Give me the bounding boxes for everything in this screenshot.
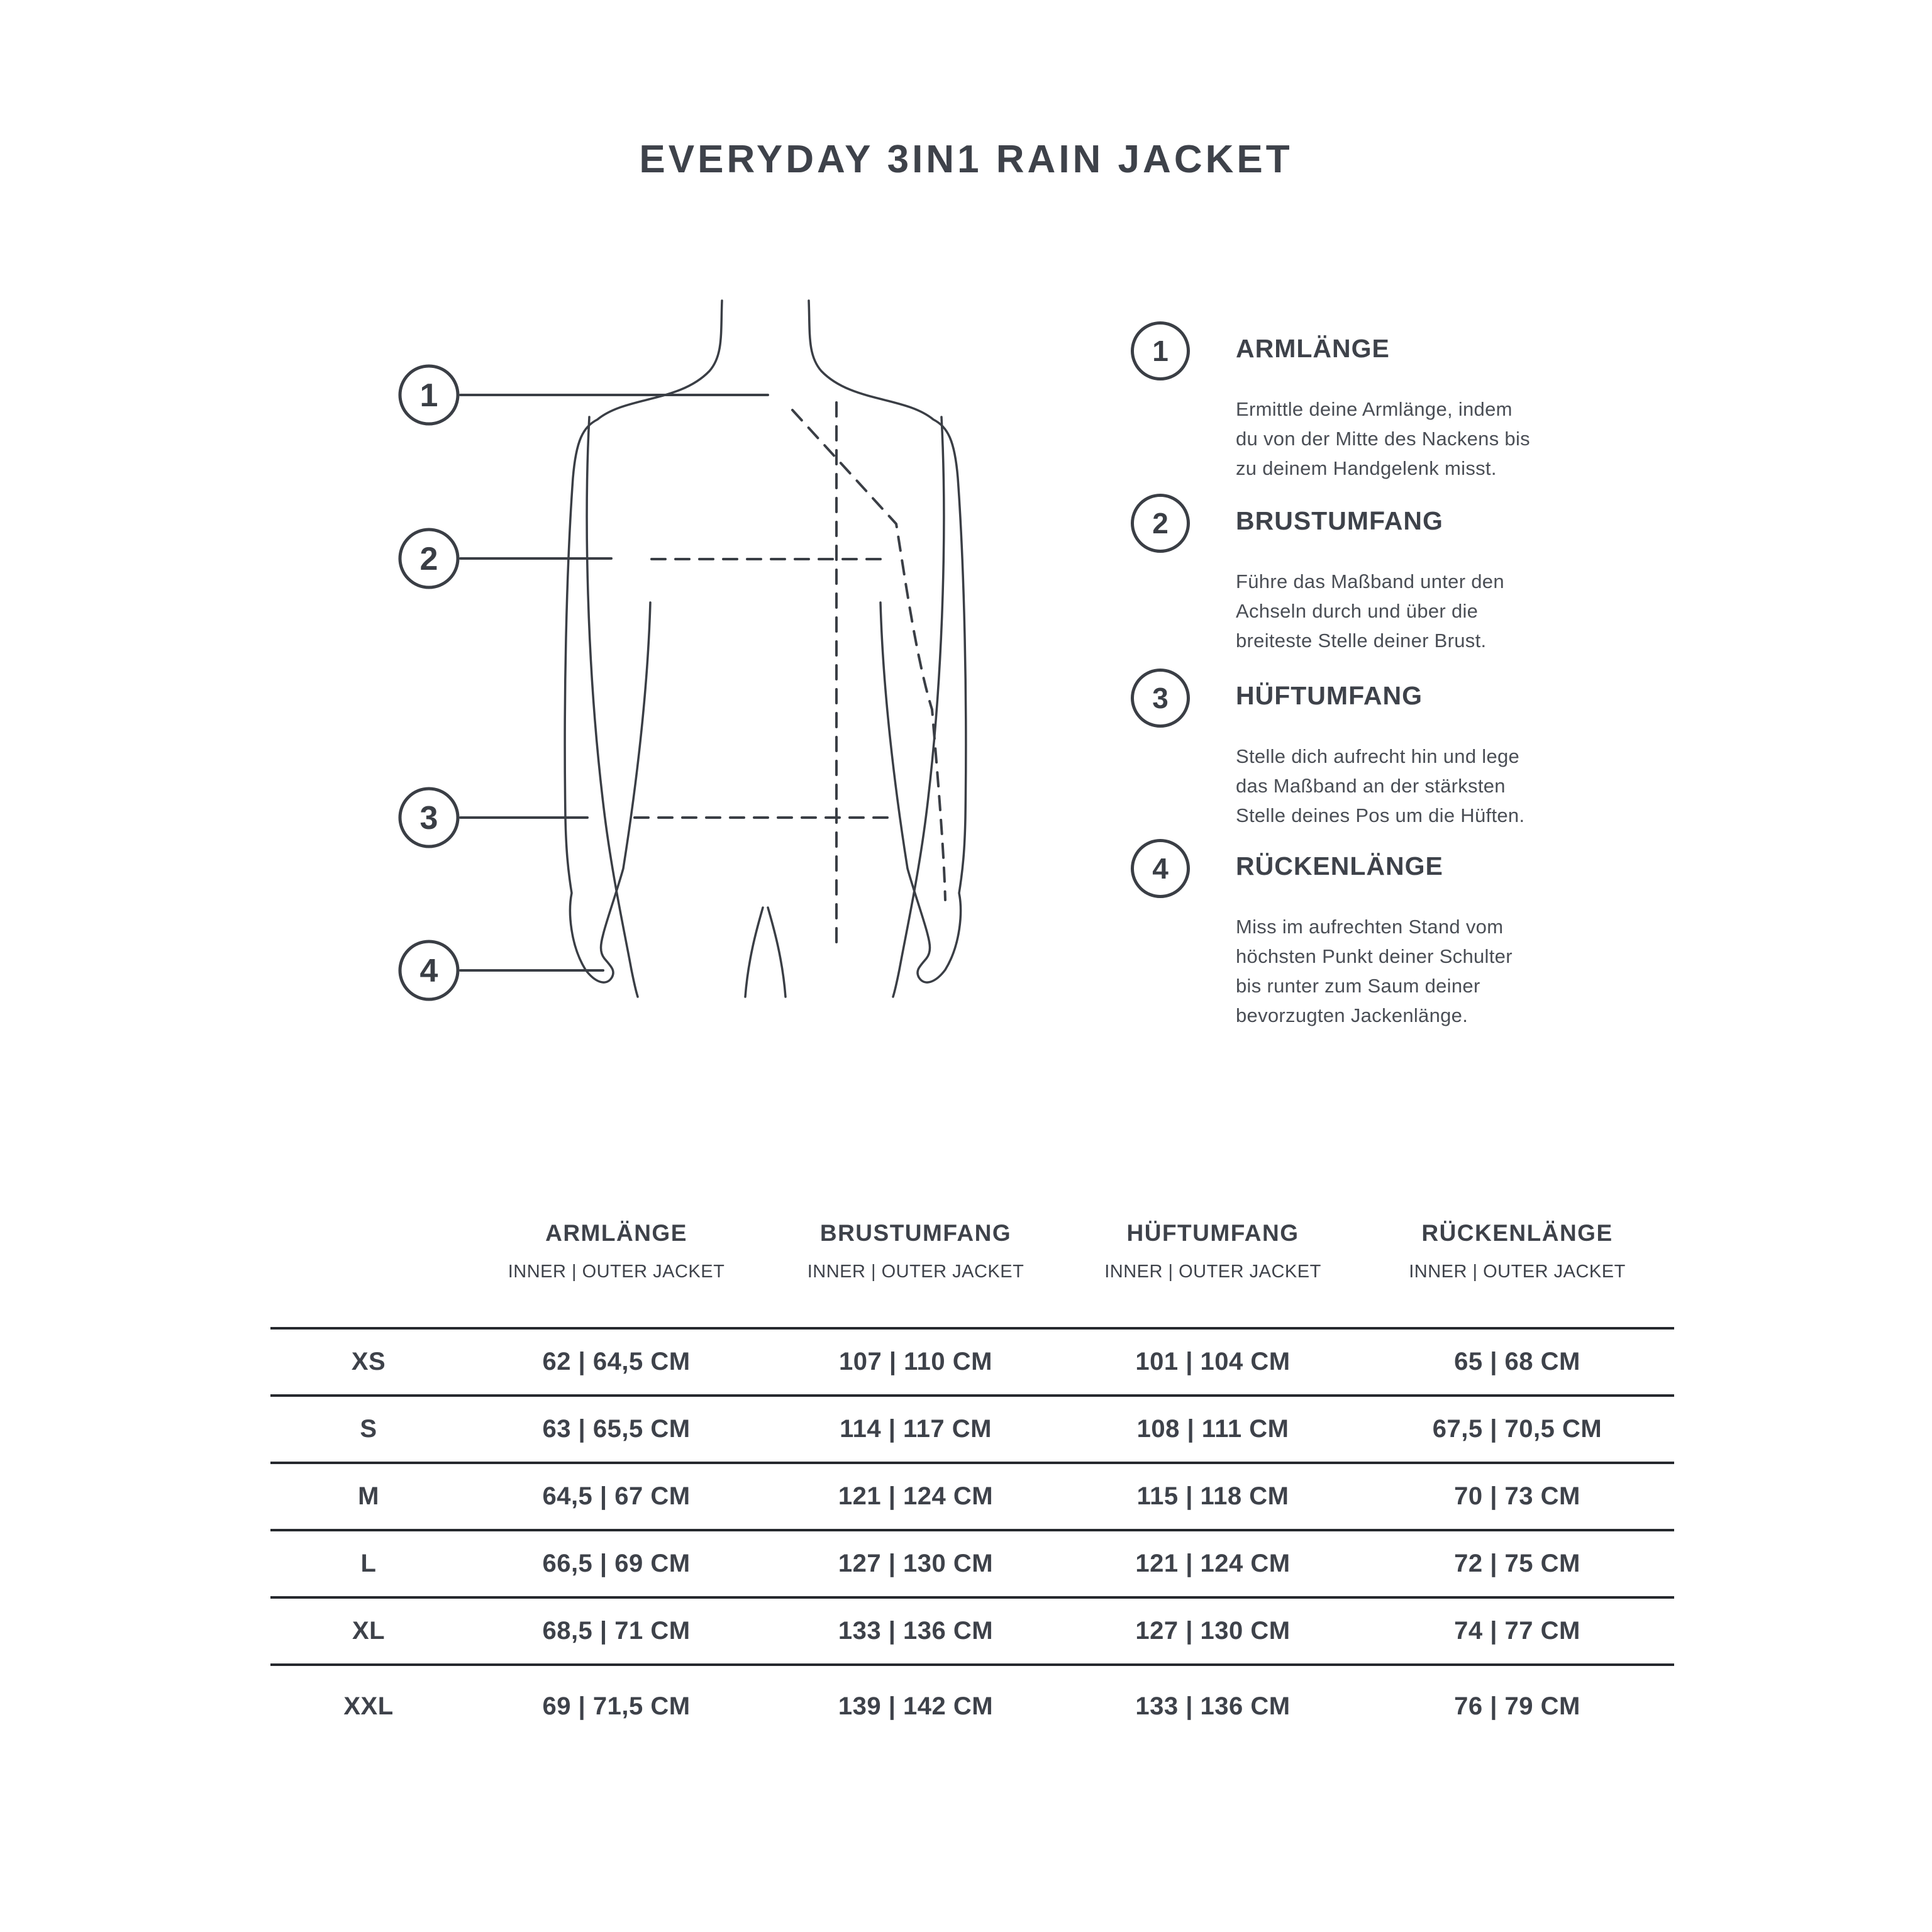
table-row-xxl (270, 1663, 1674, 1746)
hueftumfang-value: 133 | 136 CM (1135, 1692, 1291, 1720)
hueftumfang-value: 101 | 104 CM (1135, 1348, 1291, 1375)
armlaenge-value: 64,5 | 67 CM (542, 1482, 691, 1510)
table-row-s (270, 1394, 1674, 1462)
step-description-line: Stelle deines Pos um die Hüften. (1236, 804, 1525, 826)
step-description-line: du von der Mitte des Nackens bis (1236, 428, 1530, 450)
armlaenge-value: 69 | 71,5 CM (542, 1692, 691, 1720)
step-number-badge: 4 (1131, 839, 1190, 898)
step-description (1236, 567, 1504, 655)
step-heading: HÜFTUMFANG (1236, 681, 1423, 710)
rueckenlaenge-value: 70 | 73 CM (1454, 1482, 1580, 1510)
armlaenge-value: 63 | 65,5 CM (542, 1415, 691, 1443)
size-label: S (360, 1415, 377, 1443)
step-description-line: das Maßband an der stärksten (1236, 775, 1506, 797)
column-header-armlaenge: ARMLÄNGE (545, 1220, 687, 1246)
diagram-marker-label-1: 1 (419, 377, 438, 414)
table-row-xs (270, 1327, 1674, 1394)
step-description-line: Achseln durch und über die (1236, 600, 1479, 622)
brustumfang-value: 107 | 110 CM (838, 1348, 992, 1375)
size-label: L (360, 1550, 377, 1577)
step-heading: BRUSTUMFANG (1236, 506, 1443, 535)
size-table-subheader-row (270, 1262, 1674, 1282)
step-description-line: Führe das Maßband unter den (1236, 570, 1504, 592)
size-label: XL (352, 1617, 386, 1645)
step-number-badge: 2 (1131, 494, 1190, 553)
size-table-header-row (270, 1220, 1674, 1246)
arm-length-dashed-line (792, 410, 945, 900)
column-header-hueftumfang: HÜFTUMFANG (1126, 1220, 1299, 1246)
rueckenlaenge-value: 74 | 77 CM (1454, 1617, 1580, 1645)
diagram-marker-label-4: 4 (419, 953, 438, 989)
step-description-line: breiteste Stelle deiner Brust. (1236, 630, 1487, 652)
brustumfang-value: 114 | 117 CM (840, 1415, 992, 1443)
step-heading: ARMLÄNGE (1236, 334, 1390, 363)
brustumfang-value: 127 | 130 CM (838, 1550, 994, 1577)
torso-right-edge (893, 417, 944, 997)
subheader-empty (270, 1262, 467, 1282)
table-row-m (270, 1462, 1674, 1529)
rueckenlaenge-value: 65 | 68 CM (1454, 1348, 1580, 1375)
column-header-brustumfang: BRUSTUMFANG (819, 1220, 1012, 1246)
rueckenlaenge-value: 67,5 | 70,5 CM (1432, 1415, 1602, 1443)
step-description-line: bis runter zum Saum deiner (1236, 975, 1480, 997)
armlaenge-value: 62 | 64,5 CM (542, 1348, 691, 1375)
rueckenlaenge-value: 76 | 79 CM (1454, 1692, 1580, 1720)
step-heading: RÜCKENLÄNGE (1236, 852, 1443, 880)
step-description-line: bevorzugten Jackenlänge. (1236, 1004, 1468, 1026)
step-description-line: zu deinem Handgelenk misst. (1236, 457, 1497, 479)
size-column-header (270, 1220, 467, 1246)
column-header-rueckenlaenge: RÜCKENLÄNGE (1421, 1220, 1613, 1246)
page-title: EVERYDAY 3IN1 RAIN JACKET (639, 138, 1293, 181)
subheader-unit: INNER | OUTER JACKET (807, 1262, 1024, 1282)
body-outline-right (809, 301, 966, 982)
brustumfang-value: 133 | 136 CM (838, 1617, 994, 1645)
torso-left-edge (587, 417, 638, 997)
armlaenge-value: 66,5 | 69 CM (542, 1550, 691, 1577)
step-description (1236, 741, 1524, 830)
size-label: XXL (343, 1692, 394, 1720)
table-row-xl (270, 1596, 1674, 1663)
diagram-marker-label-3: 3 (419, 800, 438, 836)
size-table-body (270, 1327, 1674, 1746)
brustumfang-value: 139 | 142 CM (838, 1692, 994, 1720)
step-description (1236, 394, 1530, 483)
step-description-line: Miss im aufrechten Stand vom (1236, 916, 1504, 938)
brustumfang-value: 121 | 124 CM (838, 1482, 994, 1510)
step-description-line: Ermittle deine Armlänge, indem (1236, 398, 1513, 420)
subheader-unit: INNER | OUTER JACKET (508, 1262, 725, 1282)
size-label: M (358, 1482, 379, 1510)
hueftumfang-value: 127 | 130 CM (1135, 1617, 1291, 1645)
body-outline-left (565, 301, 722, 982)
subheader-unit: INNER | OUTER JACKET (1409, 1262, 1626, 1282)
hueftumfang-value: 108 | 111 CM (1136, 1415, 1289, 1443)
step-description-line: Stelle dich aufrecht hin und lege (1236, 745, 1520, 767)
size-label: XS (351, 1348, 386, 1375)
subheader-unit: INNER | OUTER JACKET (1104, 1262, 1321, 1282)
inner-legs (745, 908, 786, 997)
hueftumfang-value: 121 | 124 CM (1135, 1550, 1291, 1577)
table-row-l (270, 1529, 1674, 1596)
step-number-badge: 3 (1131, 669, 1190, 728)
hueftumfang-value: 115 | 118 CM (1136, 1482, 1289, 1510)
step-description-line: höchsten Punkt deiner Schulter (1236, 945, 1513, 967)
rueckenlaenge-value: 72 | 75 CM (1454, 1550, 1580, 1577)
step-number-badge: 1 (1131, 321, 1190, 380)
step-description (1236, 912, 1513, 1030)
diagram-marker-label-2: 2 (419, 541, 438, 577)
armlaenge-value: 68,5 | 71 CM (542, 1617, 691, 1645)
body-measurement-diagram (352, 286, 1044, 1079)
